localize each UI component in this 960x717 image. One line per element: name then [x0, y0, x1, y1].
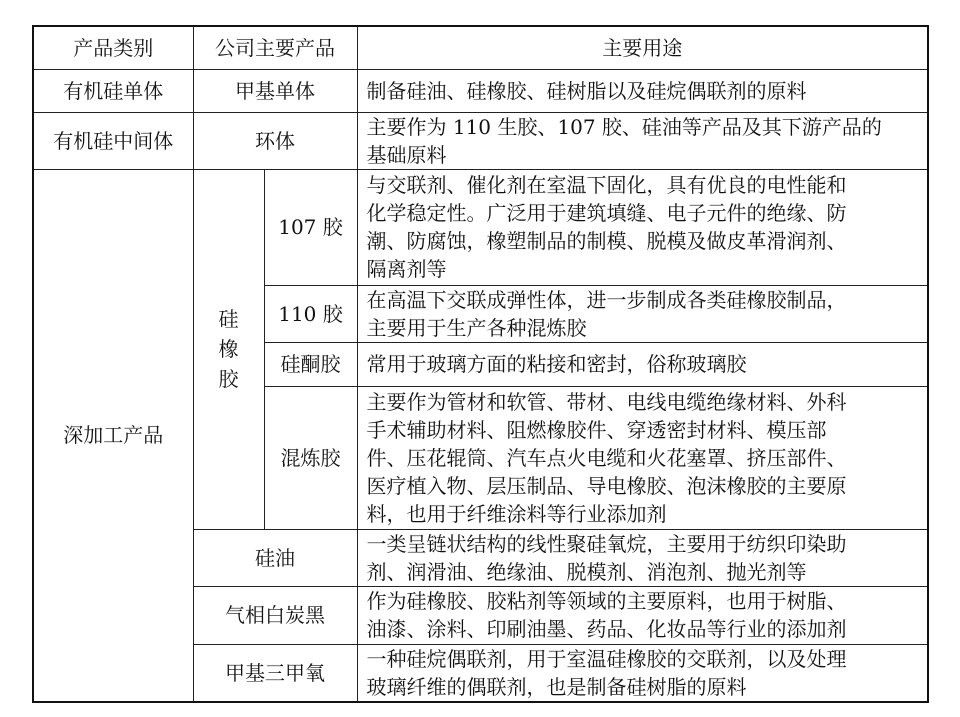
- usage-cell: [357, 69, 928, 112]
- usage-cell: [357, 169, 928, 285]
- usage-cell: [357, 586, 928, 644]
- product-cell: 硅酮胶: [264, 342, 357, 386]
- header-usage: 主要用途: [357, 26, 928, 69]
- product-cell: 甲基三甲氧: [193, 644, 357, 702]
- usage-line: 作为硅橡胶、胶粘剂等领域的主要原料，也用于树脂、: [366, 589, 847, 613]
- header-product: 公司主要产品: [193, 26, 357, 69]
- product-cell: 107 胶: [264, 169, 357, 285]
- header-category: 产品类别: [33, 26, 193, 69]
- usage-cell: [357, 386, 928, 529]
- usage-line: 潮、防腐蚀，橡塑制品的制模、脱模及做皮革滑润剂、: [366, 229, 847, 253]
- category-cell: 有机硅中间体: [33, 112, 193, 169]
- usage-cell: [357, 112, 928, 169]
- product-cell: 环体: [193, 112, 357, 169]
- usage-line: 与交联剂、催化剂在室温下固化，具有优良的电性能和: [366, 173, 847, 197]
- usage-line: 在高温下交联成弹性体，进一步制成各类硅橡胶制品，: [366, 287, 847, 312]
- usage-cell: [357, 644, 928, 702]
- usage-line: 主要作为 110 生胶、107 胶、硅油等产品及其下游产品的: [366, 114, 882, 139]
- product-cell: 气相白炭黑: [193, 586, 357, 644]
- usage-line: 化学稳定性。广泛用于建筑填缝、电子元件的绝缘、防: [366, 201, 847, 225]
- product-cell: 甲基单体: [193, 69, 357, 112]
- usage-cell: [357, 285, 928, 342]
- product-cell: 混炼胶: [264, 386, 357, 529]
- usage-line: 一种硅烷偶联剂，用于室温硅橡胶的交联剂，以及处理: [366, 646, 847, 671]
- usage-line: 一类呈链状结构的线性聚硅氧烷，主要用于纺织印染助: [366, 531, 847, 556]
- category-cell: 有机硅单体: [33, 69, 193, 112]
- usage-line: 医疗植入物、层压制品、导电橡胶、泡沫橡胶的主要原: [366, 473, 847, 498]
- rubber-group-char: 胶: [218, 367, 239, 391]
- rubber-group-cell: [193, 169, 264, 529]
- table-row: [33, 169, 928, 285]
- usage-line: 料，也用于纤维涂料等行业添加剂: [366, 501, 667, 526]
- usage-line: 玻璃纤维的偶联剂，也是制备硅树脂的原料: [366, 674, 747, 699]
- table-header-row: [33, 26, 928, 69]
- product-usage-table: [32, 25, 929, 703]
- usage-line: 主要用于生产各种混炼胶: [366, 315, 587, 340]
- usage-line: 剂、润滑油、绝缘油、脱模剂、消泡剂、抛光剂等: [366, 559, 807, 584]
- rubber-group-char: 硅: [218, 307, 239, 331]
- usage-line: 基础原料: [366, 142, 447, 167]
- usage-line: 制备硅油、硅橡胶、硅树脂以及硅烷偶联剂的原料: [366, 78, 807, 103]
- table-row: [33, 69, 928, 112]
- usage-line: 油漆、涂料、印刷油墨、药品、化妆品等行业的添加剂: [366, 617, 847, 641]
- usage-line: 件、压花辊筒、汽车点火电缆和火花塞罩、挤压部件、: [366, 445, 847, 470]
- product-cell: 硅油: [193, 529, 357, 586]
- usage-cell: [357, 342, 928, 386]
- usage-line: 常用于玻璃方面的粘接和密封，俗称玻璃胶: [366, 352, 747, 376]
- usage-line: 手术辅助材料、阻燃橡胶件、穿透密封材料、模压部: [366, 417, 827, 442]
- rubber-group-char: 橡: [218, 337, 239, 361]
- category-cell: 深加工产品: [33, 169, 193, 702]
- product-cell: 110 胶: [264, 285, 357, 342]
- usage-cell: [357, 529, 928, 586]
- table-row: [33, 112, 928, 169]
- usage-line: 隔离剂等: [366, 257, 447, 281]
- usage-line: 主要作为管材和软管、带材、电线电缆绝缘材料、外科: [366, 389, 847, 414]
